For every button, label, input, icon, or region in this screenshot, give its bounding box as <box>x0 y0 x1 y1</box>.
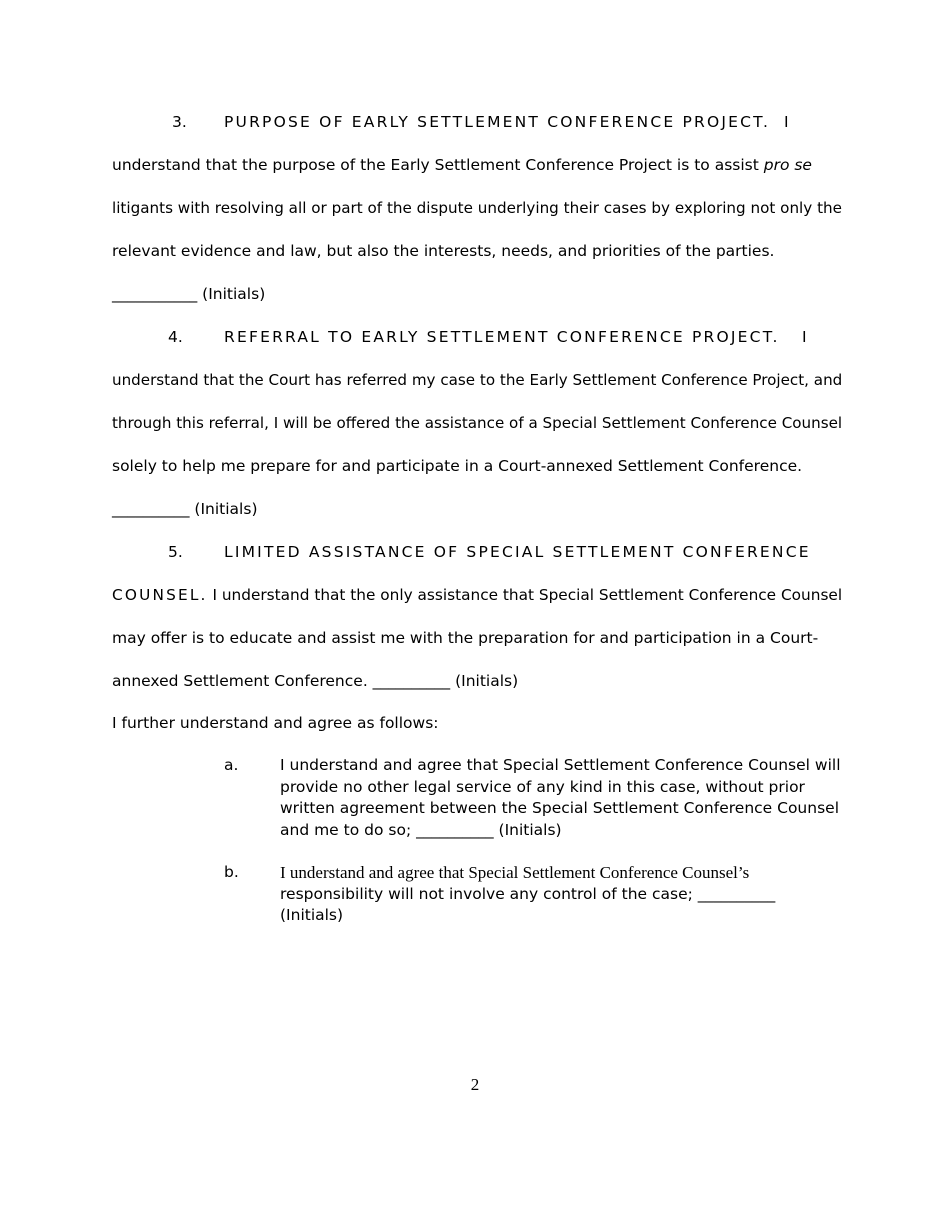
section-3-italic-text: pro se <box>763 156 812 174</box>
section-4-heading-tail: I <box>802 328 807 346</box>
section-3-initials: ___________ (Initials) <box>112 285 266 303</box>
section-3-line-4: relevant evidence and law, but also the interests, needs, and priorities of the parties. <box>112 242 775 260</box>
item-a-text <box>280 755 841 841</box>
section-3-heading-tail: I <box>784 113 789 131</box>
section-5-number: 5. <box>168 543 183 561</box>
section-4-initials: __________ (Initials) <box>112 500 258 518</box>
section-3-heading: PURPOSE OF EARLY SETTLEMENT CONFERENCE PROJECT. <box>224 113 771 131</box>
section-4-heading: REFERRAL TO EARLY SETTLEMENT CONFERENCE PROJECT. <box>224 328 780 346</box>
further-understand: I further understand and agree as follows: <box>112 714 439 732</box>
section-5-text: I understand that the only assistance that Special Settlement Conference Counsel <box>207 586 843 604</box>
item-b-line-1: I understand and agree that Special Settlement Conference Counsel’s <box>280 863 750 882</box>
section-3-number: 3. <box>172 113 187 131</box>
item-a-label: a. <box>224 756 239 774</box>
item-a-line-2: provide no other legal service of any kind in this case, without prior <box>280 777 805 796</box>
item-a-line-3: written agreement between the Special Settlement Conference Counsel <box>280 799 839 817</box>
section-5-line-3: may offer is to educate and assist me with the preparation for and participation in a Court- <box>112 629 819 647</box>
item-a-line-1: I understand and agree that Special Settlement Conference Counsel will <box>280 756 841 774</box>
section-5-line-4: annexed Settlement Conference. __________ (Initials) <box>112 672 519 690</box>
section-4-line-4: solely to help me prepare for and participate in a Court-annexed Settlement Conference. <box>112 457 803 475</box>
item-b-label: b. <box>224 863 239 881</box>
section-4-number: 4. <box>168 328 183 346</box>
item-a-line-4: and me to do so; __________ (Initials) <box>280 820 562 839</box>
section-4-line-2: understand that the Court has referred my case to the Early Settlement Conference Project, and <box>112 371 843 389</box>
section-3-text: understand that the purpose of the Early Settlement Conference Project is to assist <box>112 156 764 174</box>
section-4-line-3: through this referral, I will be offered the assistance of a Special Settlement Conference Counsel <box>112 414 843 432</box>
page-number: 2 <box>470 1075 480 1094</box>
section-3-line-3: litigants with resolving all or part of the dispute underlying their cases by exploring not only the <box>112 199 842 217</box>
item-b-text <box>280 862 825 927</box>
item-b-line-3: (Initials) <box>280 906 344 924</box>
section-5-line-2 <box>112 585 843 605</box>
section-5-heading: LIMITED ASSISTANCE OF SPECIAL SETTLEMENT CONFERENCE <box>224 543 811 561</box>
section-3-line-2 <box>112 155 842 175</box>
item-b-line-2: responsibility will not involve any control of the case; __________ <box>280 884 776 903</box>
section-5-heading-cont: COUNSEL. <box>112 586 208 604</box>
